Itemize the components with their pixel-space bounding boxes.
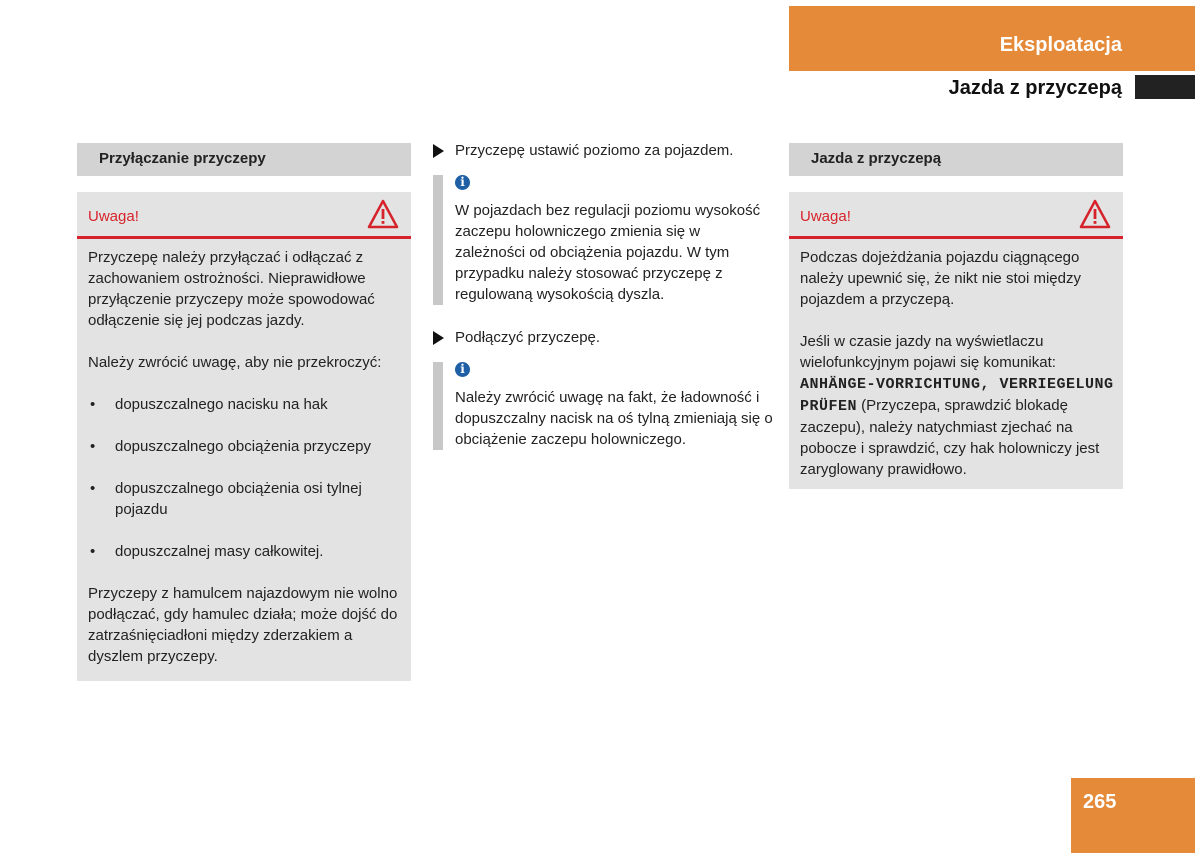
list-item: • dopuszczalnego nacisku na hak: [90, 396, 328, 413]
paragraph: Podczas dojeżdżania pojazdu ciągnącego należy upewnić się, że nikt nie stoi między pojazdem a przyczepą.: [800, 249, 1081, 308]
left-warning-body: [88, 247, 403, 688]
instruction-step: Przyczepę ustawić poziomo za pojazdem.: [433, 140, 773, 161]
warning-divider: [77, 236, 411, 239]
list-item: • dopuszczalnego obciążenia osi tylnej pojazdu: [90, 480, 362, 518]
left-heading: Przyłączanie przyczepy: [99, 150, 266, 167]
list-item: • dopuszczalnego obciążenia przyczepy: [90, 438, 371, 455]
subsection-title: Jazda z przyczepą: [948, 77, 1122, 99]
left-heading-box: [77, 143, 411, 176]
info-text: Należy zwrócić uwagę na fakt, że ładowność i dopuszczalny nacisk na oś tylną zmieniają się o obciążenie zaczepu holowniczego.: [455, 389, 773, 448]
paragraph: Należy zwrócić uwagę, aby nie przekroczyć:: [88, 354, 382, 371]
bullet-list: [88, 394, 403, 562]
left-warning-box: [77, 192, 411, 681]
list-item: • dopuszczalnej masy całkowitej.: [90, 543, 324, 560]
warning-triangle-icon: [367, 199, 399, 229]
info-icon: i: [455, 362, 470, 377]
page-number: 265: [1083, 791, 1117, 813]
right-warning-body: [800, 247, 1115, 501]
paragraph: Jeśli w czasie jazdy na wyświetlaczu wielofunkcyjnym pojawi się komunikat: ANHÄNGE-VORRICHTUNG, VERRIEGELUNG PRÜFEN (Przyczepa, sprawdzić blokadę zaczepu), należy natychmiast zjechać na pobocze i sprawdzić, czy hak holowniczy jest zaryglowany prawidłowo.: [800, 333, 1114, 478]
page-number-tab: [1071, 778, 1195, 853]
middle-column: [433, 140, 773, 450]
info-note: [433, 362, 773, 450]
info-bar: [433, 362, 443, 450]
info-note: [433, 175, 773, 305]
right-heading: Jazda z przyczepą: [811, 150, 942, 167]
right-heading-box: [789, 143, 1123, 176]
step-arrow-icon: [433, 144, 444, 158]
info-text: W pojazdach bez regulacji poziomu wysokość zaczepu holowniczego zmienia się w zależności od obciążenia pojazdu. W tym przypadku należy stosować przyczepę z regulowaną wysokością dyszla.: [455, 202, 761, 303]
paragraph: Przyczepy z hamulcem najazdowym nie wolno podłączać, gdy hamulec działa; może dojść do zatrzaśnięciadłoni między zderzakiem a dyszlem przyczepy.: [88, 585, 398, 665]
right-warning-box: [789, 192, 1123, 489]
info-bar: [433, 175, 443, 305]
warning-divider: [789, 236, 1123, 239]
instruction-step: Podłączyć przyczepę.: [433, 327, 773, 348]
info-icon: i: [455, 175, 470, 190]
warning-title: Uwaga!: [88, 208, 139, 225]
display-message-code: ANHÄNGE-VORRICHTUNG, VERRIEGELUNG PRÜFEN: [800, 376, 1114, 415]
section-tab: [789, 6, 1195, 71]
step-arrow-icon: [433, 331, 444, 345]
paragraph: Przyczepę należy przyłączać i odłączać z zachowaniem ostrożności. Nieprawidłowe przyłączenie przyczepy może spowodować odłączenie się jej podczas jazdy.: [88, 249, 375, 329]
warning-triangle-icon: [1079, 199, 1111, 229]
subsection-marker: [1135, 75, 1195, 99]
section-title: Eksploatacja: [999, 34, 1122, 56]
warning-title: Uwaga!: [800, 208, 851, 225]
